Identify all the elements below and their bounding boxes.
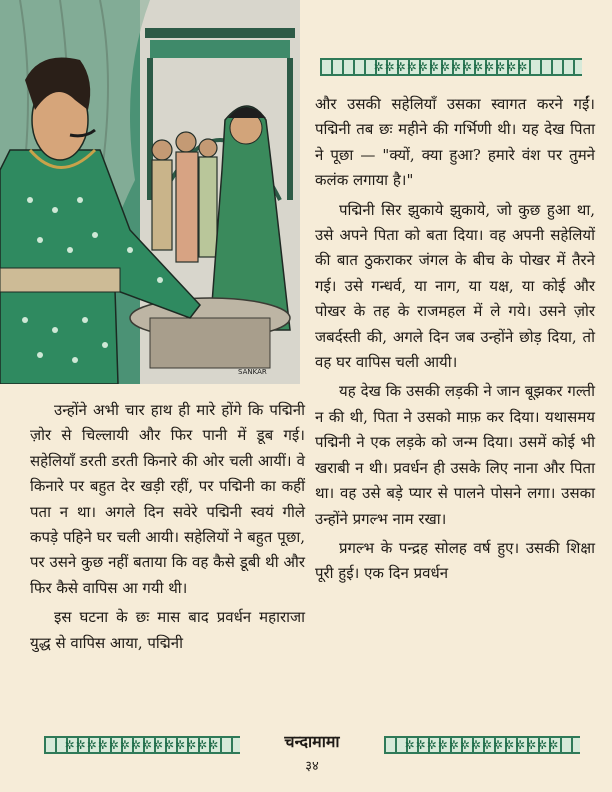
magazine-title: चन्दामामा (284, 732, 340, 751)
paragraph: इस घटना के छः मास बाद प्रवर्धन महाराजा युद्ध से वापिस आया, पद्मिनी (30, 608, 305, 652)
artist-signature: SANKAR (238, 368, 267, 376)
decorative-border-top (320, 58, 582, 76)
paragraph: उन्होंने अभी चार हाथ ही मारे होंगे कि पद्मिनी ज़ोर से चिल्लायी और फिर पानी में डूब गई। सहेलियाँ डरती डरती किनारे की ओर चली आयीं। वे किनारे पर बहुत देर खड़ी रहीं, पर पद्मिनी का कहीं पता न था। अगले दिन सवेरे पद्मिनी स्वयं गीले कपड़े पहिने घर चली आयी। सहेलियों ने बहुत पूछा, पर उसने कुछ नहीं बताया कि वह कैसे डूबी थी और फिर कैसे वापिस आ गयी थी। (30, 401, 305, 597)
story-illustration (0, 0, 300, 384)
border-stars: ✲✲✲✲✲✲✲✲✲✲✲✲✲✲ (404, 738, 560, 752)
page-number: ३४ (305, 759, 319, 774)
paragraph: पद्मिनी सिर झुकाये झुकाये, जो कुछ हुआ था, उसे अपने पिता को बता दिया। वह अपनी सहेलियों की बात ठुकराकर जंगल के बीच के पोखर में तैरने गई। उसे गन्धर्व, या नाग, या यक्ष, या कोई और पोखर के तह के राजमहल में ले गये। उसने ज़ोर जबर्दस्ती की, अगले दिन जब उन्होंने छोड़ दिया, तो वह घर वापिस चली आयी। (315, 200, 595, 372)
border-stars: ✲✲✲✲✲✲✲✲✲✲✲✲✲✲ (64, 738, 220, 752)
left-text-column (30, 398, 305, 660)
decorative-border-footer-left (44, 736, 240, 754)
paragraph: प्रगल्भ के पन्द्रह सोलह वर्ष हुए। उसकी शिक्षा पूरी हुई। एक दिन प्रवर्धन (315, 538, 595, 583)
right-text-column (315, 92, 595, 591)
illustration-art (0, 0, 300, 384)
border-stars: ✲✲✲✲✲✲✲✲✲✲✲✲✲✲ (373, 60, 529, 74)
paragraph: और उसकी सहेलियाँ उसका स्वागत करने गईं। पद्मिनी तब छः महीने की गर्भिणी थी। यह देख पिता ने पूछा — "क्यों, क्या हुआ? हमारे वंश पर तुमने कलंक लगाया है।" (315, 95, 595, 190)
paragraph: यह देख कि उसकी लड़की ने जान बूझकर गल्ती न की थी, पिता ने उसको माफ़ कर दिया। यथासमय पद्मिनी ने एक लड़के को जन्म दिया। उसमें कोई भी खराबी न थी। प्रवर्धन ही उसके लिए नाना और पिता था। वह उसे बड़े प्यार से पालने पोसने लगा। उसका उन्होंने प्रगल्भ नाम रखा। (315, 382, 595, 528)
decorative-border-footer-right (384, 736, 580, 754)
